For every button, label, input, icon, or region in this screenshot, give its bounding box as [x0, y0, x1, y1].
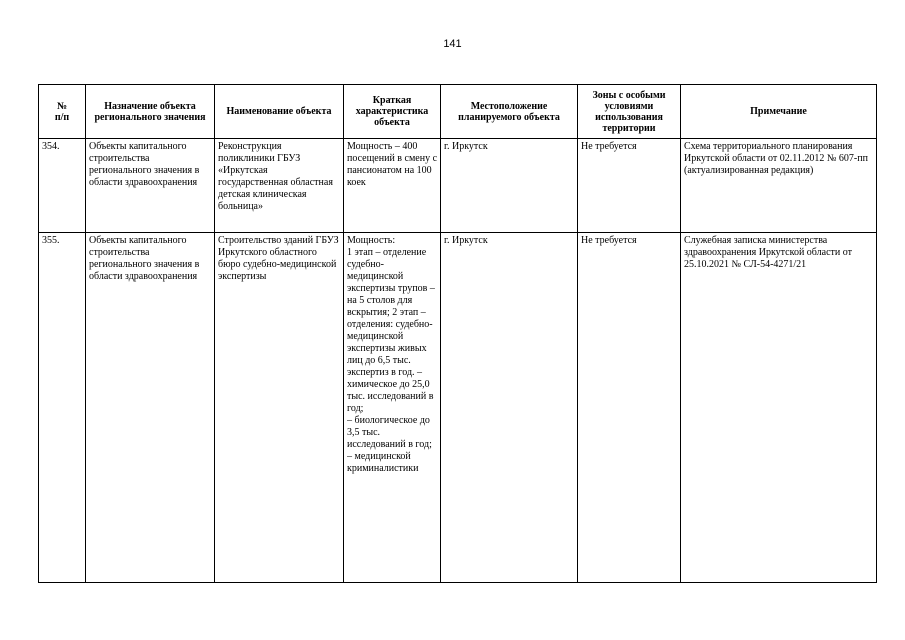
header-characteristic: Краткая характеристика объекта [344, 85, 441, 139]
cell-name: Реконструкция поликлиники ГБУЗ «Иркутская государственная областная детская клиническая больница» [215, 139, 344, 233]
cell-number: 355. [39, 233, 86, 583]
header-note: Примечание [681, 85, 877, 139]
header-location: Местоположение планируемого объекта [441, 85, 578, 139]
cell-purpose: Объекты капитального строительства регионального значения в области здравоохранения [86, 233, 215, 583]
objects-table [38, 84, 877, 583]
page-number: 141 [443, 38, 462, 50]
cell-note: Схема территориального планирования Иркутской области от 02.11.2012 № 607-пп (актуализированная редакция) [681, 139, 877, 233]
cell-zones: Не требуется [578, 233, 681, 583]
table-header-row [39, 85, 877, 139]
cell-characteristic: Мощность: 1 этап – отделение судебно-медицинской экспертизы трупов – на 5 столов для вскрытия; 2 этап – отделения: судебно-медицинской экспертизы живых лиц до 6,5 тыс. экспертиз в год. – химическое до 25,0 тыс. исследований в год; – биологическое до 3,5 тыс. исследований в год; – медицинской криминалистики [344, 233, 441, 583]
table-row [39, 139, 877, 233]
cell-location: г. Иркутск [441, 233, 578, 583]
header-name: Наименование объекта [215, 85, 344, 139]
cell-characteristic: Мощность – 400 посещений в смену с пансионатом на 100 коек [344, 139, 441, 233]
cell-number: 354. [39, 139, 86, 233]
table-row [39, 233, 877, 583]
cell-name: Строительство зданий ГБУЗ Иркутского областного бюро судебно-медицинской экспертизы [215, 233, 344, 583]
header-zones: Зоны с особыми условиями использования территории [578, 85, 681, 139]
header-number: № п/п [39, 85, 86, 139]
cell-note: Служебная записка министерства здравоохранения Иркутской области от 25.10.2021 № СЛ-54-4271/21 [681, 233, 877, 583]
header-purpose: Назначение объекта регионального значения [86, 85, 215, 139]
cell-zones: Не требуется [578, 139, 681, 233]
cell-purpose: Объекты капитального строительства регионального значения в области здравоохранения [86, 139, 215, 233]
cell-location: г. Иркутск [441, 139, 578, 233]
